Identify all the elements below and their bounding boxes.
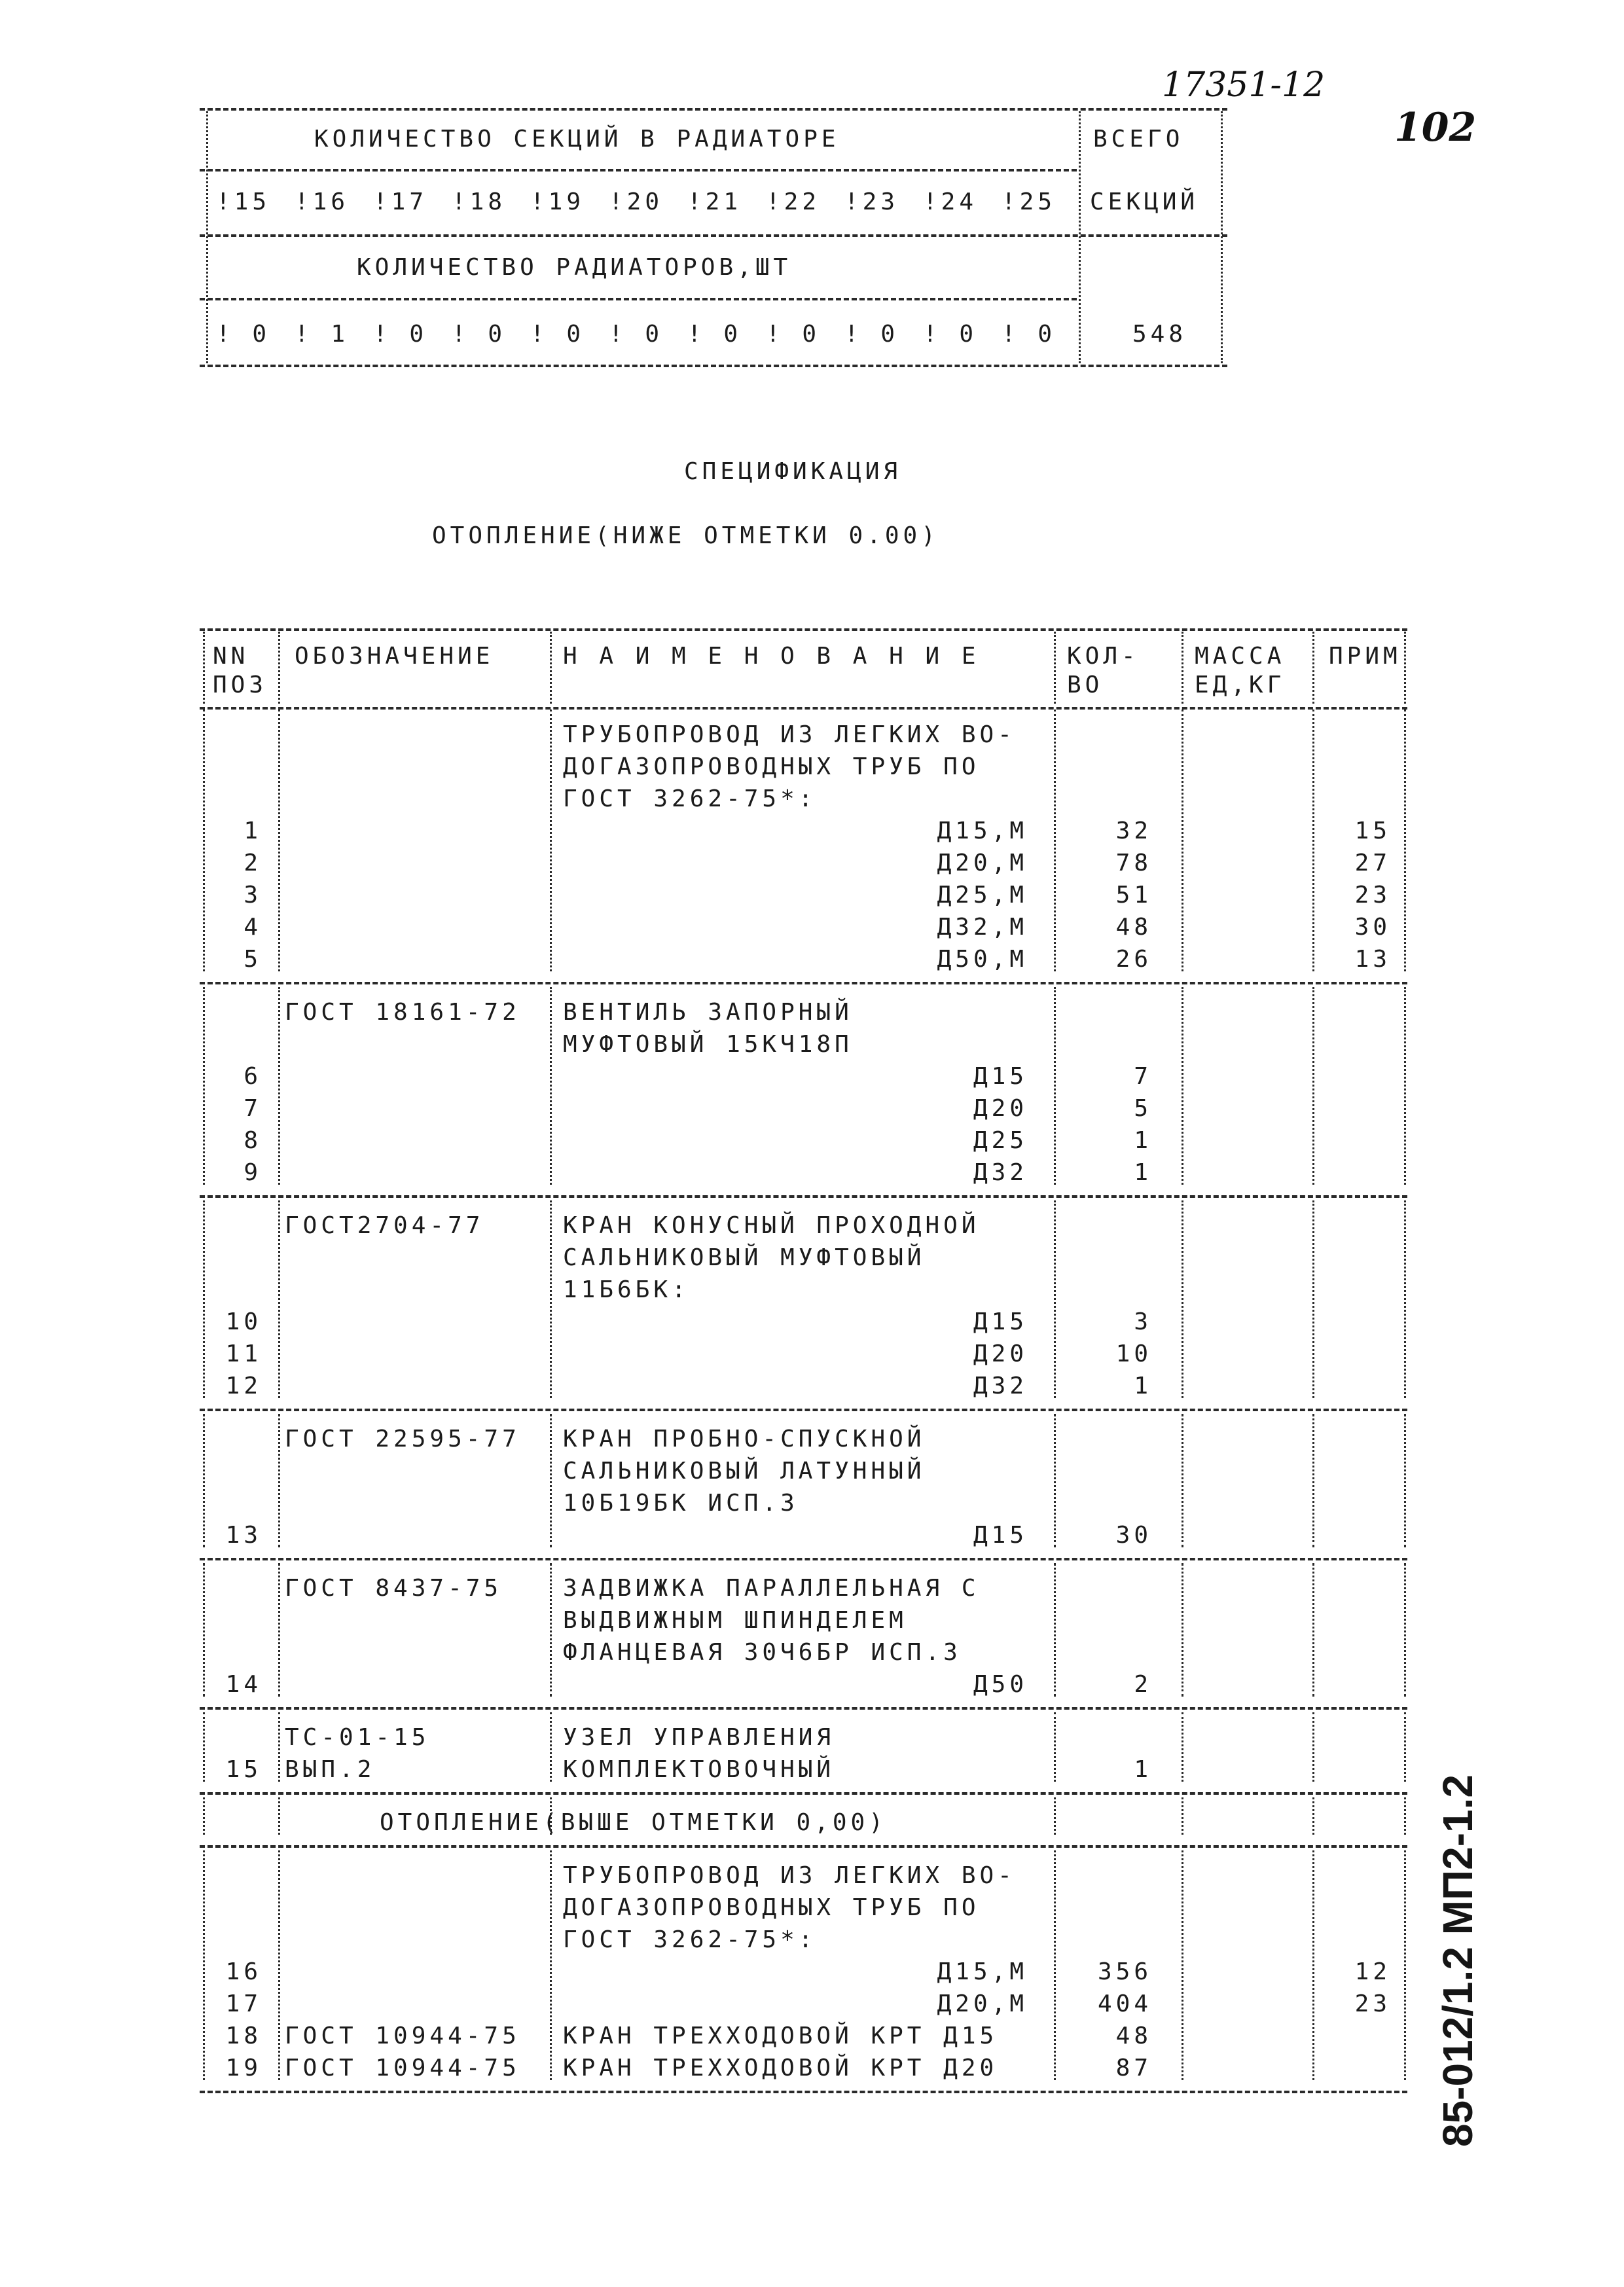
item-size: Д50,М (937, 946, 1028, 973)
pos-number: 13 (225, 1522, 262, 1549)
header-designation: ОБОЗНАЧЕНИЕ (295, 643, 494, 670)
item-qty: 48 (1115, 914, 1152, 941)
column-divider (1054, 1563, 1056, 1697)
column-divider (1312, 1200, 1314, 1398)
row-divider (200, 1845, 1407, 1848)
item-size: Д15 (973, 1522, 1028, 1549)
side-stamp: 85-012/1.2 МП2-1.2 (1434, 1774, 1481, 2147)
item-qty: 7 (1134, 1063, 1152, 1090)
column-divider (278, 632, 280, 704)
header-pos: NN (213, 643, 249, 670)
column-divider (1404, 1712, 1406, 1782)
sections-total-label: ВСЕГО (1093, 126, 1184, 153)
column-divider (1054, 1414, 1056, 1547)
column-divider (278, 1414, 280, 1547)
column-divider (1054, 1200, 1056, 1398)
column-divider (550, 1850, 552, 2080)
section-number: !16 (295, 189, 350, 215)
section-number: !25 (1001, 189, 1056, 215)
section-number: !17 (373, 189, 428, 215)
column-divider (1054, 987, 1056, 1185)
item-name: ВЕНТИЛЬ ЗАПОРНЫЙ (563, 999, 853, 1026)
item-qty: 1 (1134, 1127, 1152, 1154)
designation: ГОСТ 18161-72 (285, 999, 520, 1026)
column-divider (1404, 1850, 1406, 2080)
item-name: МУФТОВЫЙ 15КЧ18П (563, 1031, 853, 1058)
item-qty: 26 (1115, 946, 1152, 973)
column-divider (203, 710, 205, 971)
item-qty: 78 (1115, 850, 1152, 876)
pos-number: 7 (244, 1095, 262, 1122)
column-divider (1404, 1797, 1406, 1835)
column-divider (203, 1712, 205, 1782)
item-size: Д32 (973, 1159, 1028, 1186)
column-divider (278, 1850, 280, 2080)
header-pos: ПОЗ (213, 672, 268, 698)
handwritten-doc-number: 17351-12 (1162, 65, 1326, 105)
column-divider (203, 1850, 205, 2080)
item-qty: 48 (1115, 2023, 1152, 2049)
item-name: КОМПЛЕКТОВОЧНЫЙ (563, 1756, 835, 1783)
item-note: 13 (1354, 946, 1391, 973)
column-divider (1182, 987, 1183, 1185)
row-divider (200, 1195, 1407, 1198)
section-number: !21 (687, 189, 742, 215)
item-size: Д25 (973, 1127, 1028, 1154)
column-divider (1404, 987, 1406, 1185)
column-divider (550, 632, 552, 704)
pos-number: 18 (225, 2023, 262, 2049)
pos-number: 16 (225, 1958, 262, 1985)
item-note: 12 (1354, 1958, 1391, 1985)
column-divider (1182, 1563, 1183, 1697)
column-divider (550, 1563, 552, 1697)
item-size: Д15,М (937, 1958, 1028, 1985)
pos-number: 17 (225, 1990, 262, 2017)
section-number: !24 (923, 189, 978, 215)
item-name: ВЫДВИЖНЫМ ШПИНДЕЛЕМ (563, 1607, 907, 1634)
radiator-count: ! 0 (844, 321, 899, 348)
item-note: 23 (1354, 1990, 1391, 2017)
pos-number: 12 (225, 1373, 262, 1399)
item-size: Д32 (973, 1373, 1028, 1399)
item-qty: 356 (1097, 1958, 1152, 1985)
section-number: !19 (530, 189, 585, 215)
item-size: Д15,М (937, 818, 1028, 844)
section-number: !23 (844, 189, 899, 215)
item-qty: 1 (1134, 1373, 1152, 1399)
row-divider (200, 2091, 1407, 2093)
radiator-count: ! 0 (766, 321, 821, 348)
item-name: КРАН КОНУСНЫЙ ПРОХОДНОЙ (563, 1212, 980, 1239)
column-divider (278, 710, 280, 971)
radiator-count: ! 0 (530, 321, 585, 348)
column-divider (1312, 632, 1314, 704)
column-divider (203, 632, 205, 704)
column-divider (550, 1414, 552, 1547)
column-divider (278, 1563, 280, 1697)
pos-number: 5 (244, 946, 262, 973)
row-divider (200, 1792, 1407, 1795)
pos-number: 6 (244, 1063, 262, 1090)
sections-total-value: 548 (1132, 321, 1187, 348)
header-note: ПРИМ (1329, 643, 1401, 670)
radiator-count: ! 0 (216, 321, 271, 348)
item-size: Д20 (973, 1341, 1028, 1367)
radiator-count: ! 0 (1001, 321, 1056, 348)
column-divider (1312, 987, 1314, 1185)
item-name: 10Б19БК ИСП.3 (563, 1490, 799, 1517)
item-qty: 51 (1115, 882, 1152, 909)
designation: ГОСТ 22595-77 (285, 1426, 520, 1452)
item-name: ЗАДВИЖКА ПАРАЛЛЕЛЬНАЯ С (563, 1575, 980, 1602)
sections-total-label2: СЕКЦИЙ (1090, 189, 1199, 215)
header-mass: ЕД,КГ (1195, 672, 1286, 698)
item-size: Д15 (973, 1308, 1028, 1335)
handwritten-page-number: 102 (1394, 105, 1477, 151)
column-divider (1054, 1850, 1056, 2080)
radiator-count: ! 1 (295, 321, 350, 348)
item-name: ДОГАЗОПРОВОДНЫХ ТРУБ ПО (563, 753, 980, 780)
header-qty: КОЛ- (1067, 643, 1140, 670)
pos-number: 1 (244, 818, 262, 844)
item-qty: 2 (1134, 1671, 1152, 1698)
item-qty: 5 (1134, 1095, 1152, 1122)
column-divider (550, 1712, 552, 1782)
pos-number: 14 (225, 1671, 262, 1698)
column-divider (550, 1797, 552, 1835)
item-size: Д15 (973, 1063, 1028, 1090)
row-divider (200, 628, 1407, 631)
item-name: САЛЬНИКОВЫЙ МУФТОВЫЙ (563, 1244, 926, 1271)
designation: ТС-01-15 (285, 1724, 430, 1751)
designation: ВЫП.2 (285, 1756, 376, 1783)
item-size: Д20,М (937, 850, 1028, 876)
column-divider (203, 1200, 205, 1398)
section-number: !20 (609, 189, 664, 215)
column-divider (203, 1414, 205, 1547)
radiator-count: ! 0 (923, 321, 978, 348)
item-name: ДОГАЗОПРОВОДНЫХ ТРУБ ПО (563, 1894, 980, 1921)
item-qty: 1 (1134, 1159, 1152, 1186)
item-size: Д32,М (937, 914, 1028, 941)
column-divider (1182, 1850, 1183, 2080)
pos-number: 11 (225, 1341, 262, 1367)
item-name: ГОСТ 3262-75*: (563, 1926, 817, 1953)
column-divider (1182, 1200, 1183, 1398)
item-name: ФЛАНЦЕВАЯ 30Ч6БР ИСП.3 (563, 1639, 962, 1666)
column-divider (203, 1563, 205, 1697)
row-divider (200, 982, 1407, 984)
column-divider (1182, 632, 1183, 704)
column-divider (1182, 1797, 1183, 1835)
pos-number: 2 (244, 850, 262, 876)
pos-number: 9 (244, 1159, 262, 1186)
item-name: 11Б6БК: (563, 1276, 690, 1303)
column-divider (1404, 1200, 1406, 1398)
column-divider (550, 1200, 552, 1398)
item-name: ГОСТ 3262-75*: (563, 785, 817, 812)
column-divider (550, 987, 552, 1185)
item-size: Д20 (973, 1095, 1028, 1122)
column-divider (550, 710, 552, 971)
designation: ГОСТ 8437-75 (285, 1575, 503, 1602)
row-divider (200, 707, 1407, 710)
spec-subtitle: ОТОПЛЕНИЕ(НИЖЕ ОТМЕТКИ 0.00) (432, 522, 939, 549)
column-divider (1404, 632, 1406, 704)
column-divider (1312, 1563, 1314, 1697)
radiator-count: ! 0 (373, 321, 428, 348)
item-qty: 87 (1115, 2055, 1152, 2081)
pos-number: 15 (225, 1756, 262, 1783)
row-divider (200, 1707, 1407, 1710)
item-size: Д50 (973, 1671, 1028, 1698)
item-note: 15 (1354, 818, 1391, 844)
section-number: !18 (452, 189, 507, 215)
radiator-count: ! 0 (452, 321, 507, 348)
column-divider (1312, 1850, 1314, 2080)
column-divider (1312, 1797, 1314, 1835)
section-number: !15 (216, 189, 271, 215)
pos-number: 8 (244, 1127, 262, 1154)
item-qty: 10 (1115, 1341, 1152, 1367)
pos-number: 10 (225, 1308, 262, 1335)
column-divider (1054, 1712, 1056, 1782)
radiators-count-label: КОЛИЧЕСТВО РАДИАТОРОВ,ШТ (357, 254, 792, 281)
column-divider (203, 987, 205, 1185)
column-divider (1054, 710, 1056, 971)
designation: ГОСТ 10944-75 (285, 2055, 520, 2081)
column-divider (1312, 710, 1314, 971)
column-divider (203, 1797, 205, 1835)
designation: ГОСТ2704-77 (285, 1212, 484, 1239)
column-divider (1182, 1414, 1183, 1547)
column-divider (278, 1712, 280, 1782)
item-qty: 30 (1115, 1522, 1152, 1549)
item-qty: 404 (1097, 1990, 1152, 2017)
column-divider (1054, 1797, 1056, 1835)
item-qty: 1 (1134, 1756, 1152, 1783)
item-name: ТРУБОПРОВОД ИЗ ЛЕГКИХ ВО- (563, 1862, 1016, 1889)
header-name: Н А И М Е Н О В А Н И Е (563, 643, 980, 670)
column-divider (1054, 632, 1056, 704)
item-note: 27 (1354, 850, 1391, 876)
item-note: 30 (1354, 914, 1391, 941)
spec-title: СПЕЦИФИКАЦИЯ (684, 458, 902, 485)
row-divider (200, 1409, 1407, 1411)
item-name: ТРУБОПРОВОД ИЗ ЛЕГКИХ ВО- (563, 721, 1016, 748)
column-divider (1312, 1414, 1314, 1547)
item-qty: 3 (1134, 1308, 1152, 1335)
pos-number: 19 (225, 2055, 262, 2081)
column-divider (1404, 710, 1406, 971)
item-qty: 32 (1115, 818, 1152, 844)
pos-number: 4 (244, 914, 262, 941)
pos-number: 3 (244, 882, 262, 909)
row-divider (200, 1558, 1407, 1560)
radiator-count: ! 0 (687, 321, 742, 348)
item-size: Д25,М (937, 882, 1028, 909)
item-name: КРАН ПРОБНО-СПУСКНОЙ (563, 1426, 926, 1452)
column-divider (1182, 710, 1183, 971)
sections-header-label: КОЛИЧЕСТВО СЕКЦИЙ В РАДИАТОРЕ (314, 126, 840, 153)
header-mass: МАССА (1195, 643, 1286, 670)
item-note: 23 (1354, 882, 1391, 909)
column-divider (278, 987, 280, 1185)
item-name: САЛЬНИКОВЫЙ ЛАТУННЫЙ (563, 1458, 926, 1485)
column-divider (278, 1200, 280, 1398)
column-divider (1312, 1712, 1314, 1782)
section-heading: ОТОПЛЕНИЕ(ВЫШЕ ОТМЕТКИ 0,00) (380, 1809, 887, 1836)
radiator-count: ! 0 (609, 321, 664, 348)
item-name: КРАН ТРЕХХОДОВОЙ КРТ Д15 (563, 2023, 998, 2049)
column-divider (1404, 1414, 1406, 1547)
header-qty: ВО (1067, 672, 1104, 698)
item-name: УЗЕЛ УПРАВЛЕНИЯ (563, 1724, 835, 1751)
designation: ГОСТ 10944-75 (285, 2023, 520, 2049)
item-size: Д20,М (937, 1990, 1028, 2017)
item-name: КРАН ТРЕХХОДОВОЙ КРТ Д20 (563, 2055, 998, 2081)
section-number: !22 (766, 189, 821, 215)
column-divider (278, 1797, 280, 1835)
column-divider (1182, 1712, 1183, 1782)
column-divider (1404, 1563, 1406, 1697)
